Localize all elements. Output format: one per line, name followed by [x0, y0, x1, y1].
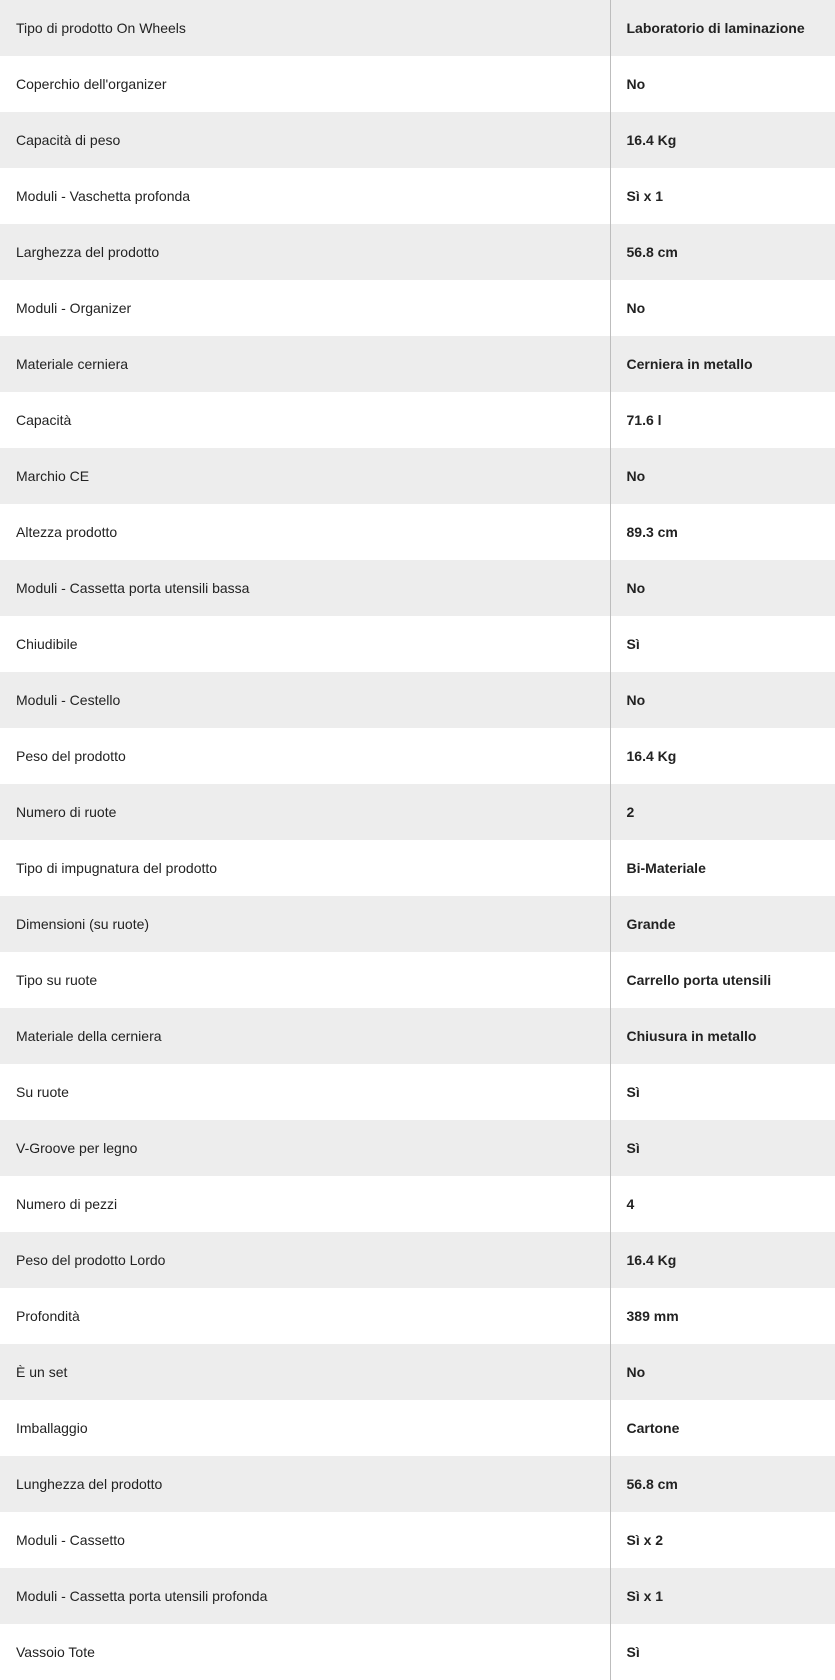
- spec-value: Sì x 2: [626, 1532, 664, 1548]
- spec-label: Moduli - Vaschetta profonda: [0, 168, 610, 224]
- table-row: [0, 784, 835, 840]
- spec-value: 389 mm: [626, 1308, 679, 1324]
- spec-label: Numero di pezzi: [0, 1176, 610, 1232]
- table-row: [0, 1120, 835, 1176]
- spec-label: Moduli - Cassetta porta utensili profonda: [0, 1568, 610, 1624]
- spec-value: 16.4 Kg: [626, 748, 677, 764]
- spec-value: No: [626, 76, 646, 92]
- table-row: [0, 1568, 835, 1624]
- spec-value: No: [626, 580, 646, 596]
- spec-label: Materiale della cerniera: [0, 1008, 610, 1064]
- table-row: [0, 392, 835, 448]
- table-row: [0, 1064, 835, 1120]
- spec-label: Profondità: [0, 1288, 610, 1344]
- spec-value: 2: [626, 804, 635, 820]
- table-row: [0, 840, 835, 896]
- table-row: [0, 336, 835, 392]
- spec-label: Chiudibile: [0, 616, 610, 672]
- table-row: [0, 168, 835, 224]
- table-row: [0, 1400, 835, 1456]
- spec-value: Sì: [626, 1644, 640, 1660]
- spec-label: Capacità di peso: [0, 112, 610, 168]
- spec-value: Laboratorio di laminazione: [626, 20, 805, 36]
- spec-label: Moduli - Cassetta porta utensili bassa: [0, 560, 610, 616]
- spec-label: Larghezza del prodotto: [0, 224, 610, 280]
- table-row: [0, 1344, 835, 1400]
- spec-value: 89.3 cm: [626, 524, 678, 540]
- spec-label: Numero di ruote: [0, 784, 610, 840]
- spec-label: Tipo di impugnatura del prodotto: [0, 840, 610, 896]
- table-row: [0, 728, 835, 784]
- spec-label: Tipo di prodotto On Wheels: [0, 0, 610, 56]
- spec-value: 4: [626, 1196, 635, 1212]
- spec-label: Moduli - Cestello: [0, 672, 610, 728]
- spec-value: 56.8 cm: [626, 244, 678, 260]
- spec-label: Lunghezza del prodotto: [0, 1456, 610, 1512]
- spec-value: Carrello porta utensili: [626, 972, 772, 988]
- spec-label: Dimensioni (su ruote): [0, 896, 610, 952]
- spec-label: Marchio CE: [0, 448, 610, 504]
- table-row: [0, 1512, 835, 1568]
- table-row: [0, 56, 835, 112]
- table-row: [0, 1288, 835, 1344]
- spec-value: Sì: [626, 1140, 640, 1156]
- spec-value: Sì: [626, 1084, 640, 1100]
- table-row: [0, 672, 835, 728]
- spec-label: Altezza prodotto: [0, 504, 610, 560]
- spec-value: No: [626, 300, 646, 316]
- spec-label: V-Groove per legno: [0, 1120, 610, 1176]
- spec-value: 71.6 l: [626, 412, 662, 428]
- spec-label: Coperchio dell'organizer: [0, 56, 610, 112]
- spec-label: Peso del prodotto: [0, 728, 610, 784]
- table-row: [0, 280, 835, 336]
- spec-value: 16.4 Kg: [626, 132, 677, 148]
- table-row: [0, 224, 835, 280]
- spec-value: Chiusura in metallo: [626, 1028, 757, 1044]
- spec-label: È un set: [0, 1344, 610, 1400]
- table-row: [0, 1456, 835, 1512]
- spec-label: Vassoio Tote: [0, 1624, 610, 1680]
- spec-value: 16.4 Kg: [626, 1252, 677, 1268]
- spec-label: Tipo su ruote: [0, 952, 610, 1008]
- table-row: [0, 448, 835, 504]
- spec-label: Peso del prodotto Lordo: [0, 1232, 610, 1288]
- spec-label: Su ruote: [0, 1064, 610, 1120]
- spec-label: Moduli - Organizer: [0, 280, 610, 336]
- table-row: [0, 1008, 835, 1064]
- spec-value: No: [626, 692, 646, 708]
- table-row: [0, 560, 835, 616]
- table-row: [0, 112, 835, 168]
- table-row: [0, 504, 835, 560]
- table-row: [0, 1232, 835, 1288]
- spec-value: Sì: [626, 636, 640, 652]
- spec-value: No: [626, 1364, 646, 1380]
- spec-label: Moduli - Cassetto: [0, 1512, 610, 1568]
- spec-label: Materiale cerniera: [0, 336, 610, 392]
- table-row: [0, 0, 835, 56]
- spec-value: Sì x 1: [626, 188, 664, 204]
- spec-value: Bi-Materiale: [626, 860, 706, 876]
- spec-label: Imballaggio: [0, 1400, 610, 1456]
- spec-value: 56.8 cm: [626, 1476, 678, 1492]
- table-row: [0, 616, 835, 672]
- spec-value: No: [626, 468, 646, 484]
- spec-value: Cerniera in metallo: [626, 356, 753, 372]
- spec-value: Cartone: [626, 1420, 680, 1436]
- table-row: [0, 1624, 835, 1680]
- spec-label: Capacità: [0, 392, 610, 448]
- table-row: [0, 1176, 835, 1232]
- spec-value: Sì x 1: [626, 1588, 664, 1604]
- table-row: [0, 952, 835, 1008]
- table-row: [0, 896, 835, 952]
- spec-value: Grande: [626, 916, 676, 932]
